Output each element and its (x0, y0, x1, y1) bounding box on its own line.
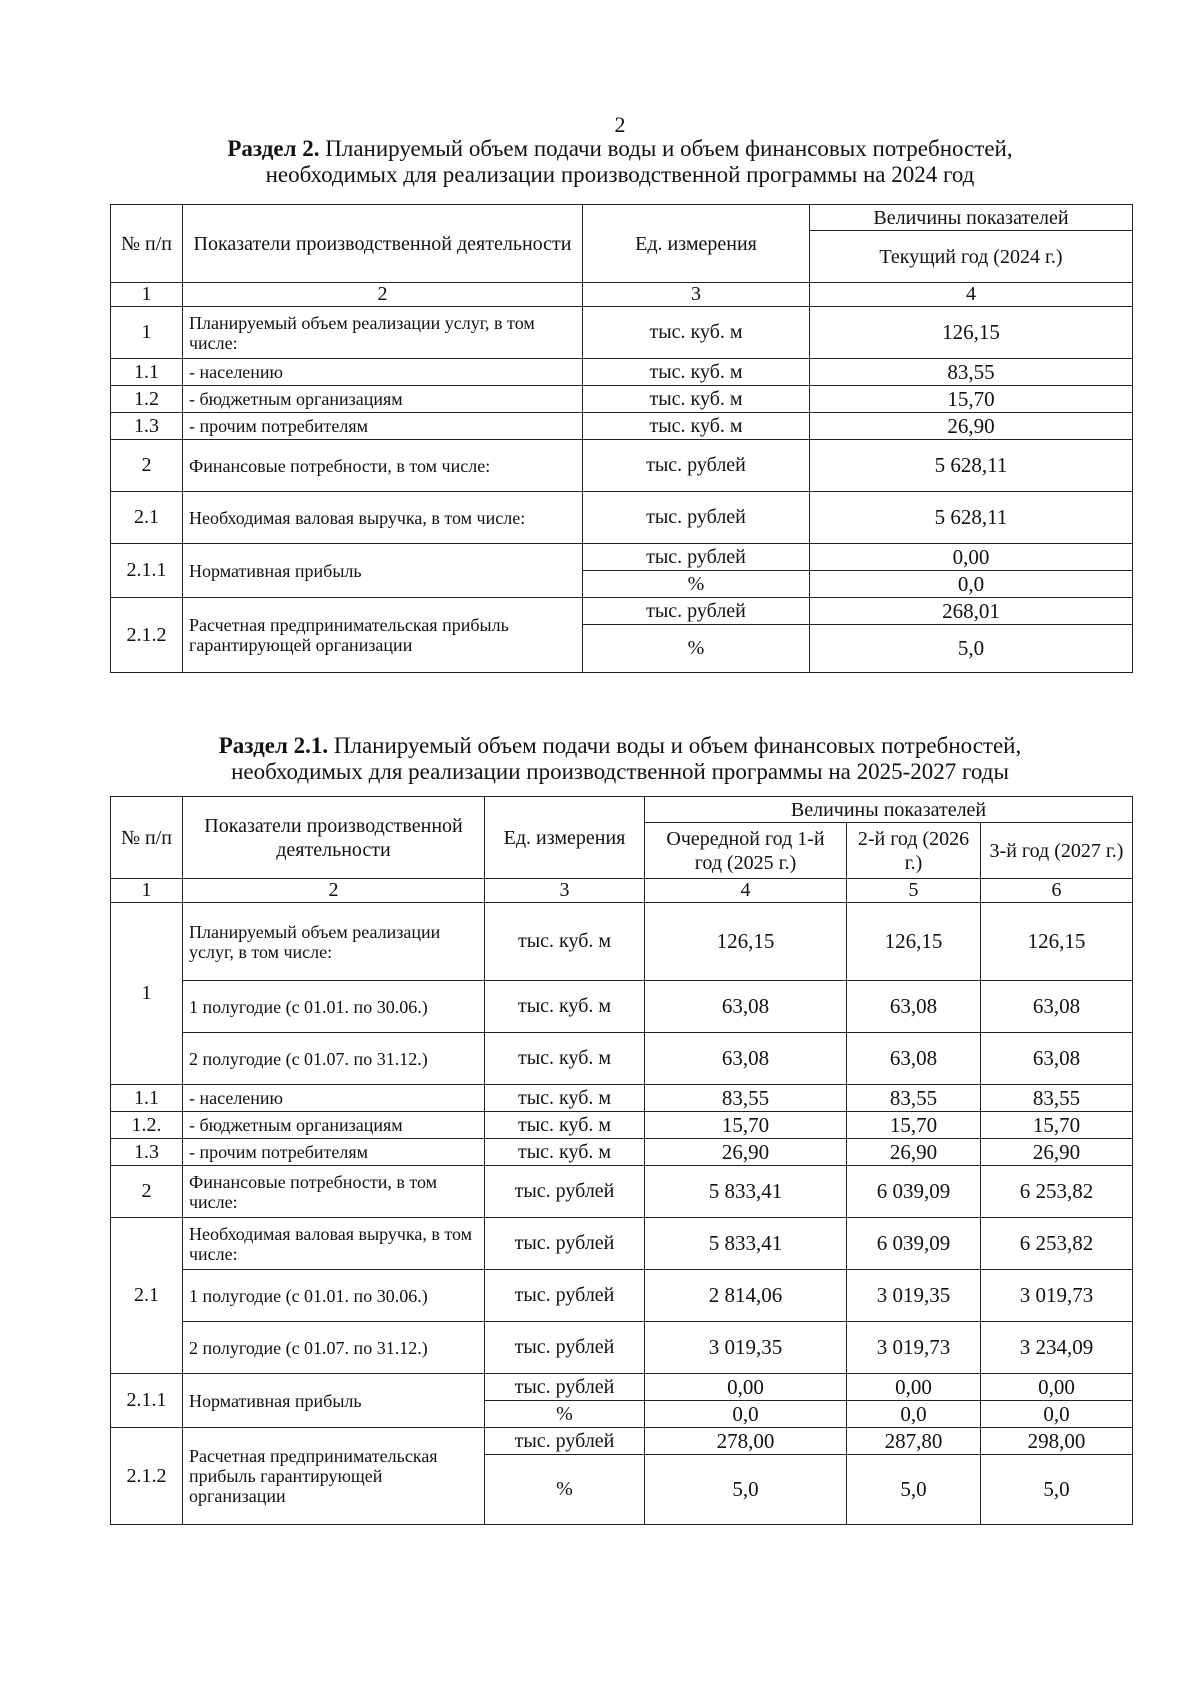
row-value-2025: 63,08 (645, 1033, 847, 1085)
row-name: 2 полугодие (с 01.07. по 31.12.) (183, 1322, 485, 1374)
table-row (111, 598, 1133, 625)
col-number: 5 (847, 879, 981, 903)
row-value-2027: 5,0 (981, 1455, 1133, 1525)
row-unit: тыс. рублей (583, 492, 810, 544)
col-number: 4 (645, 879, 847, 903)
row-num: 1.3 (111, 413, 183, 440)
row-num: 1.2. (111, 1112, 183, 1139)
row-name: - бюджетным организациям (183, 386, 583, 413)
row-name: - прочим потребителям (183, 413, 583, 440)
col-number: 3 (583, 283, 810, 307)
row-name: Необходимая валовая выручка, в том числе: (183, 1218, 485, 1270)
col-number: 2 (183, 283, 583, 307)
row-value-2025: 2 814,06 (645, 1270, 847, 1322)
table-row (111, 386, 1133, 413)
table-row (111, 440, 1133, 492)
row-value-2027: 6 253,82 (981, 1166, 1133, 1218)
table-row (111, 1166, 1133, 1218)
row-value-2027: 26,90 (981, 1139, 1133, 1166)
row-unit: тыс. куб. м (583, 307, 810, 359)
row-value: 83,55 (810, 359, 1133, 386)
row-name: 1 полугодие (с 01.01. по 30.06.) (183, 981, 485, 1033)
table-row (111, 544, 1133, 571)
row-name: Планируемый объем реализации услуг, в том числе: (183, 307, 583, 359)
header-num: № п/п (111, 797, 183, 879)
row-num: 1.1 (111, 1085, 183, 1112)
header-current-year: Текущий год (2024 г.) (810, 231, 1133, 283)
header-year-1: Очередной год 1-й год (2025 г.) (645, 823, 847, 879)
row-value-2026: 6 039,09 (847, 1218, 981, 1270)
table-row (111, 413, 1133, 440)
row-value-2026: 3 019,73 (847, 1322, 981, 1374)
section-2-title-line2: необходимых для реализации производственной программы на 2024 год (265, 162, 975, 187)
row-value: 5 628,11 (810, 440, 1133, 492)
row-num: 2.1 (111, 492, 183, 544)
row-num: 1 (111, 903, 183, 1085)
row-name: - населению (183, 1085, 485, 1112)
col-number: 1 (111, 879, 183, 903)
row-name: Финансовые потребности, в том числе: (183, 1166, 485, 1218)
row-value-2027: 3 019,73 (981, 1270, 1133, 1322)
row-unit: тыс. рублей (485, 1166, 645, 1218)
row-value: 15,70 (810, 386, 1133, 413)
row-unit: тыс. куб. м (583, 359, 810, 386)
row-value-2026: 0,00 (847, 1374, 981, 1401)
row-value-2027: 63,08 (981, 1033, 1133, 1085)
row-unit: тыс. куб. м (485, 1112, 645, 1139)
row-name: Планируемый объем реализации услуг, в том числе: (183, 903, 485, 981)
row-name: Нормативная прибыль (183, 544, 583, 598)
header-indicator: Показатели производственной деятельности (183, 205, 583, 283)
table-row (111, 1322, 1133, 1374)
row-value-2027: 83,55 (981, 1085, 1133, 1112)
table-row (111, 903, 1133, 981)
table-row (111, 1374, 1133, 1401)
row-unit: тыс. куб. м (583, 386, 810, 413)
row-unit: % (583, 571, 810, 598)
row-value-2027: 298,00 (981, 1428, 1133, 1455)
row-value: 0,0 (810, 571, 1133, 598)
row-value-2025: 63,08 (645, 981, 847, 1033)
row-num: 1 (111, 307, 183, 359)
row-num: 2.1.2 (111, 598, 183, 673)
header-year-2: 2-й год (2026 г.) (847, 823, 981, 879)
header-unit: Ед. измерения (485, 797, 645, 879)
header-num: № п/п (111, 205, 183, 283)
row-value-2026: 15,70 (847, 1112, 981, 1139)
row-value: 0,00 (810, 544, 1133, 571)
row-value-2025: 15,70 (645, 1112, 847, 1139)
table-row (111, 307, 1133, 359)
col-number: 1 (111, 283, 183, 307)
row-unit: % (485, 1401, 645, 1428)
row-value-2027: 0,0 (981, 1401, 1133, 1428)
table-row (111, 1139, 1133, 1166)
section-2-heading (110, 136, 1130, 188)
row-value-2026: 63,08 (847, 1033, 981, 1085)
row-name: - бюджетным организациям (183, 1112, 485, 1139)
section-2-title-rest: Планируемый объем подачи воды и объем финансовых потребностей, (319, 136, 1013, 161)
row-unit: тыс. рублей (583, 544, 810, 571)
table-row (111, 1112, 1133, 1139)
row-name: Нормативная прибыль (183, 1374, 485, 1428)
row-value-2026: 63,08 (847, 981, 981, 1033)
row-name: Расчетная предпринимательская прибыль гарантирующей организации (183, 598, 583, 673)
row-value: 5,0 (810, 625, 1133, 673)
row-unit: % (485, 1455, 645, 1525)
row-name: 1 полугодие (с 01.01. по 30.06.) (183, 1270, 485, 1322)
row-value-2025: 0,0 (645, 1401, 847, 1428)
row-value-2027: 63,08 (981, 981, 1133, 1033)
row-num: 2 (111, 1166, 183, 1218)
row-value: 268,01 (810, 598, 1133, 625)
row-num: 2 (111, 440, 183, 492)
row-unit: тыс. рублей (485, 1270, 645, 1322)
row-value-2026: 6 039,09 (847, 1166, 981, 1218)
section-2-1-title-rest: Планируемый объем подачи воды и объем финансовых потребностей, (328, 733, 1022, 758)
row-name: - прочим потребителям (183, 1139, 485, 1166)
row-value-2026: 26,90 (847, 1139, 981, 1166)
row-value-2027: 6 253,82 (981, 1218, 1133, 1270)
row-num: 2.1 (111, 1218, 183, 1374)
row-value-2026: 0,0 (847, 1401, 981, 1428)
row-num: 2.1.1 (111, 544, 183, 598)
row-value-2025: 83,55 (645, 1085, 847, 1112)
row-name: 2 полугодие (с 01.07. по 31.12.) (183, 1033, 485, 1085)
row-value-2026: 5,0 (847, 1455, 981, 1525)
row-value-2025: 278,00 (645, 1428, 847, 1455)
row-num: 1.1 (111, 359, 183, 386)
table-row (111, 1033, 1133, 1085)
table-row (111, 981, 1133, 1033)
section-2-1-title-line2: необходимых для реализации производственной программы на 2025-2027 годы (231, 759, 1009, 784)
row-value-2025: 126,15 (645, 903, 847, 981)
row-value-2027: 15,70 (981, 1112, 1133, 1139)
table-row (111, 1428, 1133, 1455)
row-unit: тыс. куб. м (485, 903, 645, 981)
row-num: 1.3 (111, 1139, 183, 1166)
col-number: 3 (485, 879, 645, 903)
table-row (111, 492, 1133, 544)
row-name: Финансовые потребности, в том числе: (183, 440, 583, 492)
header-indicator: Показатели производственной деятельности (183, 797, 485, 879)
row-unit: тыс. рублей (485, 1374, 645, 1401)
row-name: Расчетная предпринимательская прибыль гарантирующей организации (183, 1428, 485, 1525)
row-value-2025: 5 833,41 (645, 1218, 847, 1270)
row-unit: тыс. куб. м (485, 981, 645, 1033)
section-2-1-heading (110, 733, 1130, 785)
row-value-2027: 126,15 (981, 903, 1133, 981)
row-unit: тыс. рублей (583, 440, 810, 492)
row-unit: тыс. рублей (485, 1218, 645, 1270)
row-value-2025: 3 019,35 (645, 1322, 847, 1374)
row-value: 5 628,11 (810, 492, 1133, 544)
page-number: 2 (614, 112, 626, 137)
header-unit: Ед. измерения (583, 205, 810, 283)
table-row (111, 359, 1133, 386)
col-number: 6 (981, 879, 1133, 903)
section-2-title-bold: Раздел 2. (227, 136, 320, 161)
row-value-2025: 0,00 (645, 1374, 847, 1401)
row-unit: тыс. рублей (485, 1428, 645, 1455)
row-unit: тыс. куб. м (485, 1085, 645, 1112)
row-value-2025: 26,90 (645, 1139, 847, 1166)
table-row (111, 1270, 1133, 1322)
section-2-table (110, 204, 1133, 673)
row-value: 126,15 (810, 307, 1133, 359)
row-unit: тыс. куб. м (485, 1139, 645, 1166)
row-name: - населению (183, 359, 583, 386)
header-values: Величины показателей (645, 797, 1133, 823)
table-row (111, 1085, 1133, 1112)
row-num: 2.1.2 (111, 1428, 183, 1525)
row-value-2027: 0,00 (981, 1374, 1133, 1401)
col-number: 2 (183, 879, 485, 903)
row-value-2026: 83,55 (847, 1085, 981, 1112)
row-unit: % (583, 625, 810, 673)
row-value-2026: 287,80 (847, 1428, 981, 1455)
row-num: 1.2 (111, 386, 183, 413)
header-year-3: 3-й год (2027 г.) (981, 823, 1133, 879)
row-unit: тыс. рублей (485, 1322, 645, 1374)
row-value-2025: 5,0 (645, 1455, 847, 1525)
header-values: Величины показателей (810, 205, 1133, 231)
row-num: 2.1.1 (111, 1374, 183, 1428)
row-unit: тыс. куб. м (583, 413, 810, 440)
row-unit: тыс. куб. м (485, 1033, 645, 1085)
section-2-1-title-bold: Раздел 2.1. (218, 733, 329, 758)
table-row (111, 1218, 1133, 1270)
row-value-2027: 3 234,09 (981, 1322, 1133, 1374)
row-value-2026: 126,15 (847, 903, 981, 981)
row-value: 26,90 (810, 413, 1133, 440)
row-value-2025: 5 833,41 (645, 1166, 847, 1218)
row-name: Необходимая валовая выручка, в том числе: (183, 492, 583, 544)
section-2-1-table (110, 796, 1133, 1525)
col-number: 4 (810, 283, 1133, 307)
row-unit: тыс. рублей (583, 598, 810, 625)
row-value-2026: 3 019,35 (847, 1270, 981, 1322)
